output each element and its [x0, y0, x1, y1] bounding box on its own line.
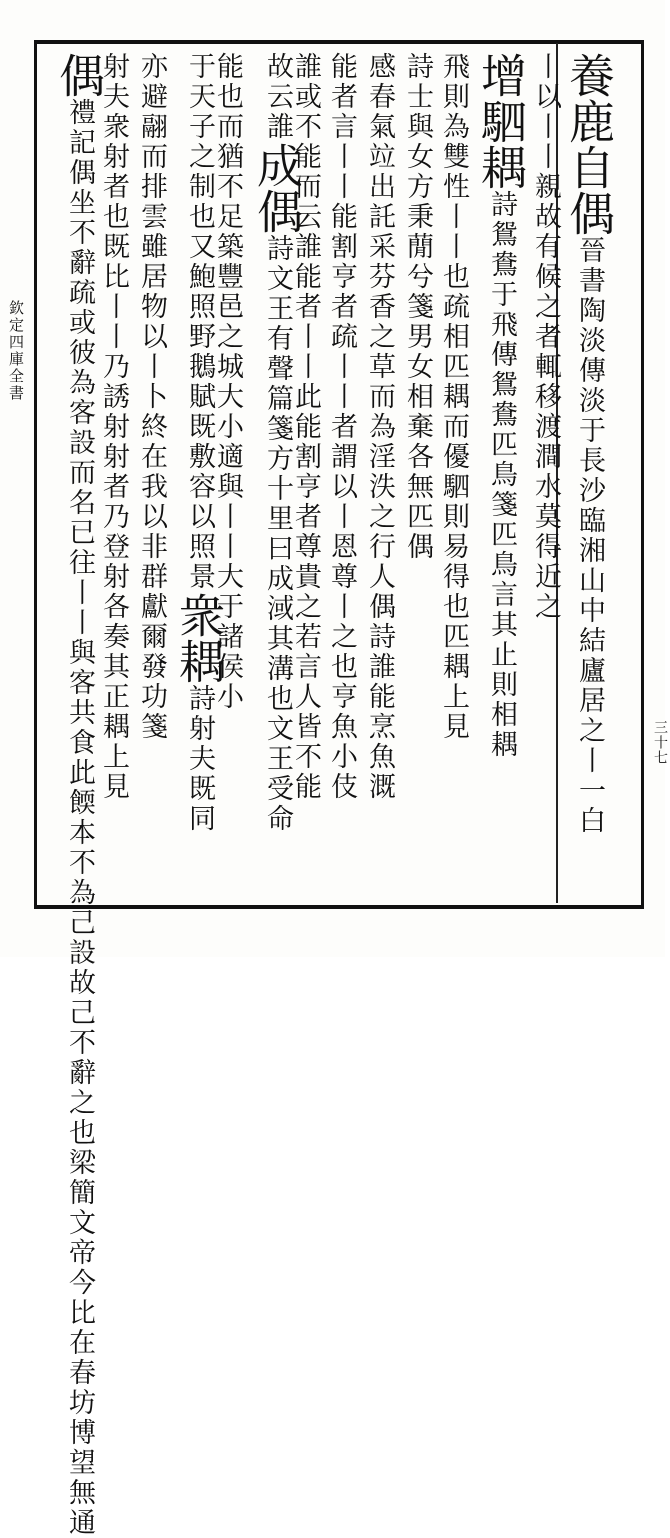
entry-heading: 養鹿自偶: [562, 52, 616, 236]
page-number: 三十七: [652, 720, 668, 765]
entry-text: 禮記偶坐不辭疏或彼為客設而名已往丨丨與客共食此餪本不為己設故己不辭之也梁簡文帝今比在春坊博望無通: [64, 98, 95, 1538]
entry-heading: 增駟耦: [474, 52, 528, 190]
entry-text: 于天子之制也又鮑照野鵝賦既敷容以照景: [184, 52, 215, 592]
entry-text: 射夫衆射者也既比丨丨乃誘射射者乃登射各奏其正耦上見: [98, 52, 129, 802]
entry-text: 詩士與女方秉蕑兮箋男女相棄各無匹偶: [402, 52, 433, 562]
bottom-border: [34, 905, 644, 909]
text-column-9: [250, 52, 304, 834]
entry-text: 丨以丨丨親故有候之者輒移渡澗水莫得近之: [530, 52, 561, 622]
entry-text: 能也而猶不足築豐邑之城大小適與丨丨大于諸侯小: [212, 52, 243, 712]
entry-text: 飛則為雙性丨丨也疏相匹耦而優駟則易得也匹耦上見: [438, 52, 469, 742]
text-column-6: [366, 52, 393, 802]
text-column-12: [138, 52, 165, 742]
entry-text: 詩文王有聲篇箋方十里曰成淢其溝也文王受命: [262, 234, 293, 834]
entry-heading: 偶: [52, 52, 106, 98]
text-column-4: [440, 52, 467, 742]
text-column-5: [404, 52, 431, 562]
text-column-11: [172, 52, 226, 834]
entry-text: 詩鴛鴦于飛傳鴛鴦匹鳥箋匹鳥言其止則相耦: [486, 190, 517, 760]
entry-text: 詩射夫既同: [184, 684, 215, 834]
entry-text: 晉書陶淡傳淡于長沙臨湘山中結廬居之丨一白: [574, 236, 605, 836]
entry-heading: 衆耦: [172, 592, 226, 684]
entry-text: 亦避翮而排雲雖居物以丨卜終在我以非群獻爾發功箋: [136, 52, 167, 742]
right-border: [641, 40, 644, 909]
entry-heading: 成偶: [250, 142, 304, 234]
text-column-7: [328, 52, 355, 802]
entry-text: 故云誰: [262, 52, 293, 142]
text-column-14: [52, 52, 106, 1538]
left-border: [34, 40, 37, 909]
text-column-2: [522, 52, 568, 622]
margin-label: 欽定四庫全書: [7, 300, 25, 402]
entry-text: 感春氣竝出託采芬香之草而為淫泆之行人偶詩誰能烹魚溉: [364, 52, 395, 802]
text-column-13: [100, 52, 127, 802]
entry-text: 誰或不能而云誰能者丨丨此能割亨者尊貴之若言人皆不能: [290, 52, 321, 802]
top-border: [34, 40, 644, 44]
text-column-3: [474, 52, 528, 760]
text-column-1: [562, 52, 616, 836]
entry-text: 能者言丨丨能割亨者疏丨丨者謂以丨恩尊丨之也亨魚小伎: [326, 52, 357, 802]
